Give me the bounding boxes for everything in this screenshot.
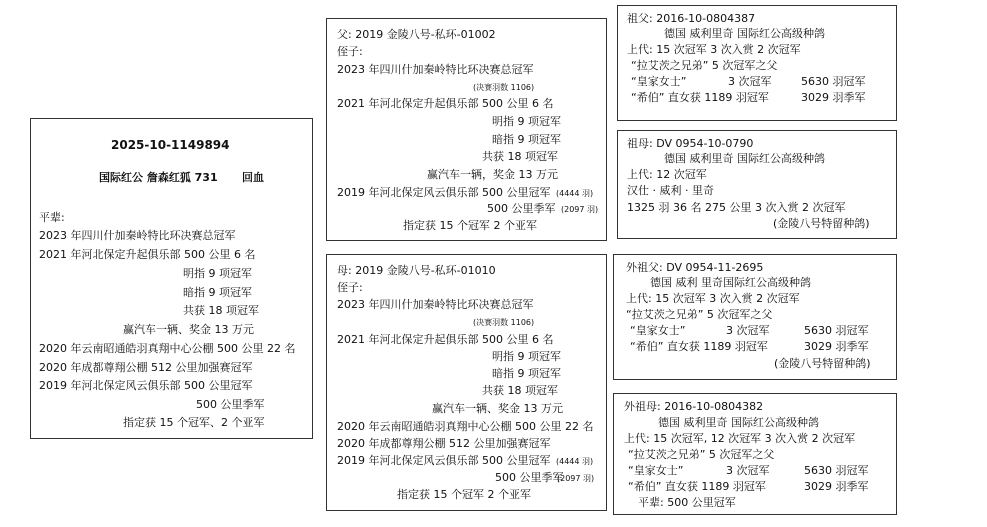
- father-header: 父: 2019 金陵八号-私环-01002: [337, 28, 496, 41]
- mgf-line: 3029 羽季军: [804, 340, 869, 353]
- father-card: [326, 18, 607, 241]
- peers-label: 平辈:: [39, 211, 65, 224]
- mother-card: [326, 254, 607, 511]
- mother-line: 共获 18 项冠军: [482, 384, 558, 397]
- mgm-line: 平辈: 500 公里冠军: [638, 496, 736, 509]
- mgm-line: “希伯” 直女获 1189 羽冠军: [628, 480, 766, 493]
- subject-line: 指定获 15 个冠军、2 个亚军: [123, 416, 265, 429]
- mother-line: 2019 年河北保定风云俱乐部 500 公里冠军: [337, 454, 551, 467]
- pgf-line: 上代: 15 次冠军 3 次入赏 2 次冠军: [627, 43, 801, 56]
- father-line: 赢汽车一辆，奖金 13 万元: [427, 168, 558, 181]
- father-line: 共获 18 项冠军: [482, 150, 558, 163]
- mother-nephew-label: 侄子:: [337, 281, 363, 294]
- mgf-line: 5630 羽冠军: [804, 324, 869, 337]
- father-line: 2019 年河北保定风云俱乐部 500 公里冠军: [337, 186, 551, 199]
- father-line: 2023 年四川什加秦岭特比环决赛总冠军: [337, 63, 534, 76]
- subject-line: 2021 年河北保定升起俱乐部 500 公里 6 名: [39, 248, 256, 261]
- pgm-line: 汉仕 · 威利 · 里奇: [627, 184, 714, 197]
- mother-line: 2021 年河北保定升起俱乐部 500 公里 6 名: [337, 333, 554, 346]
- mgm-line: 3029 羽季军: [804, 480, 869, 493]
- mother-line: 2020 年成都尊翔公棚 512 公里加强赛冠军: [337, 437, 551, 450]
- subject-line: 共获 18 项冠军: [183, 304, 259, 317]
- mother-line: 2020 年云南昭通皓羽真翔中心公棚 500 公里 22 名: [337, 420, 594, 433]
- subject-line: 500 公里季军: [196, 398, 265, 411]
- mgf-line: (金陵八号特留种鸽): [774, 357, 871, 370]
- mgm-line: “拉艾茨之兄弟” 5 次冠军之父: [628, 448, 775, 461]
- subject-line: 2019 年河北保定风云俱乐部 500 公里冠军: [39, 379, 253, 392]
- pgf-line: 3029 羽季军: [801, 91, 866, 104]
- mgf-line: “皇家女士”: [630, 324, 686, 337]
- subject-ring: 2025-10-1149894: [111, 138, 230, 152]
- father-line: 暗指 9 项冠军: [492, 133, 561, 146]
- mgf-line: “希伯” 直女获 1189 羽冠军: [630, 340, 768, 353]
- mgf-line: 3 次冠军: [726, 324, 770, 337]
- mgf-line: 德国 威利 里奇国际红公高级种鸽: [650, 276, 811, 289]
- paternal-grandmother-card: [617, 130, 897, 239]
- father-line: 500 公里季军: [487, 202, 556, 215]
- subject-line: 明指 9 项冠军: [183, 267, 252, 280]
- subject-return: 回血: [242, 171, 264, 184]
- father-note: (决赛羽数 1106): [473, 83, 535, 92]
- mother-note: (4444 羽): [556, 457, 594, 466]
- maternal-grandfather-card: [613, 254, 897, 380]
- pgm-line: (金陵八号特留种鸽): [773, 217, 870, 230]
- father-note: (2097 羽): [561, 205, 599, 214]
- mgf-line: “拉艾茨之兄弟” 5 次冠军之父: [626, 308, 773, 321]
- pgf-line: 德国 威利里奇 国际红公高级种鸽: [664, 27, 825, 40]
- mgm-line: 5630 羽冠军: [804, 464, 869, 477]
- subject-line: 2020 年云南昭通皓羽真翔中心公棚 500 公里 22 名: [39, 342, 296, 355]
- pgf-line: 5630 羽冠军: [801, 75, 866, 88]
- subject-card: [30, 118, 313, 439]
- mother-note: (决赛羽数 1106): [473, 318, 535, 327]
- mgf-header: 外祖父: DV 0954-11-2695: [626, 261, 764, 274]
- mother-line: 赢汽车一辆、奖金 13 万元: [432, 402, 563, 415]
- mgm-line: “皇家女士”: [628, 464, 684, 477]
- mgm-line: 上代: 15 次冠军, 12 次冠军 3 次入赏 2 次冠军: [624, 432, 856, 445]
- subject-line: 2023 年四川什加秦岭特比环决赛总冠军: [39, 229, 236, 242]
- pgf-line: 3 次冠军: [728, 75, 772, 88]
- pgf-line: “希伯” 直女获 1189 羽冠军: [631, 91, 769, 104]
- subject-line: 暗指 9 项冠军: [183, 286, 252, 299]
- mgm-header: 外祖母: 2016-10-0804382: [624, 400, 764, 413]
- mother-line: 500 公里季军: [495, 471, 564, 484]
- pgf-line: “皇家女士”: [631, 75, 687, 88]
- mother-line: 指定获 15 个冠军 2 个亚军: [397, 488, 531, 501]
- pgm-header: 祖母: DV 0954-10-0790: [627, 137, 754, 150]
- father-line: 2021 年河北保定升起俱乐部 500 公里 6 名: [337, 97, 554, 110]
- pgm-line: 1325 羽 36 名 275 公里 3 次入赏 2 次冠军: [627, 201, 846, 214]
- father-line: 明指 9 项冠军: [492, 115, 561, 128]
- subject-title: 国际红公 詹森红狐 731: [99, 171, 218, 184]
- maternal-grandmother-card: [613, 393, 897, 515]
- mgf-line: 上代: 15 次冠军 3 次入赏 2 次冠军: [626, 292, 800, 305]
- mother-line: 2023 年四川什加秦岭特比环决赛总冠军: [337, 298, 534, 311]
- subject-line: 2020 年成都尊翔公棚 512 公里加强赛冠军: [39, 361, 253, 374]
- pgm-line: 上代: 12 次冠军: [627, 168, 707, 181]
- pgf-header: 祖父: 2016-10-0804387: [627, 12, 756, 25]
- paternal-grandfather-card: [617, 5, 897, 121]
- father-nephew-label: 侄子:: [337, 45, 363, 58]
- mother-line: 明指 9 项冠军: [492, 350, 561, 363]
- mgm-line: 德国 威利里奇 国际红公高级种鸽: [658, 416, 819, 429]
- subject-line: 赢汽车一辆、奖金 13 万元: [123, 323, 254, 336]
- mother-note: (2097 羽): [557, 474, 595, 483]
- pgf-line: “拉艾茨之兄弟” 5 次冠军之父: [631, 59, 778, 72]
- father-note: (4444 羽): [556, 189, 594, 198]
- pgm-line: 德国 威利里奇 国际红公高级种鸽: [664, 152, 825, 165]
- mgm-line: 3 次冠军: [726, 464, 770, 477]
- father-line: 指定获 15 个冠军 2 个亚军: [403, 219, 537, 232]
- mother-line: 暗指 9 项冠军: [492, 367, 561, 380]
- mother-header: 母: 2019 金陵八号-私环-01010: [337, 264, 496, 277]
